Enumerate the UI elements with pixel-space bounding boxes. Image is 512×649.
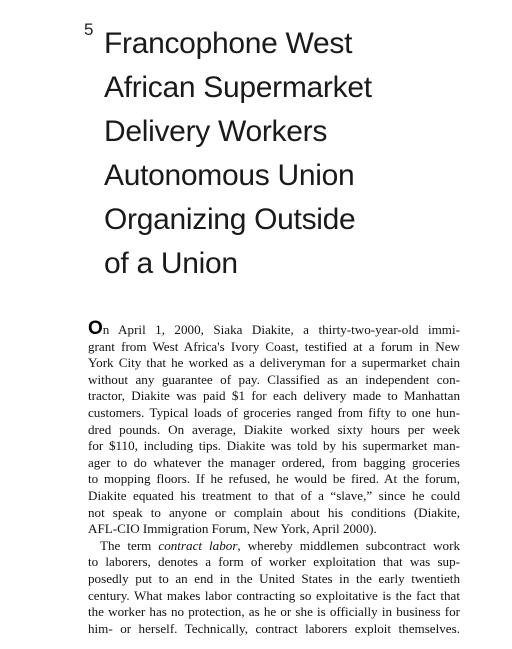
text-line: dred pounds. On average, Diakite worked sixty hours per week bbox=[88, 421, 460, 437]
emphasized-term: contract labor bbox=[158, 537, 238, 553]
text-line-end: , whereby middlemen subcontract work bbox=[237, 537, 460, 553]
text-line: tractor, Diakite was paid $1 for each delivery made to Manhattan bbox=[88, 388, 460, 404]
text-line: to mopping floors. If he refused, he would be fired. At the forum, bbox=[88, 471, 460, 487]
text-line: for $110, including tips. Diakite was told by his supermarket man- bbox=[88, 438, 460, 454]
text-line bbox=[88, 538, 460, 555]
chapter-number: 5 bbox=[84, 20, 94, 39]
text-line: grant from West Africa's Ivory Coast, testified at a forum in New bbox=[88, 338, 460, 354]
text-line bbox=[88, 318, 460, 339]
title-line: African Supermarket bbox=[104, 71, 372, 104]
text-line: Diakite equated his treatment to that of a “slave,” since he could bbox=[88, 487, 460, 503]
text-line: not speak to anyone or complain about his conditions (Diakite, bbox=[88, 504, 460, 520]
text-line: AFL-CIO Immigration Forum, New York, April 2000). bbox=[88, 521, 377, 537]
body-text bbox=[88, 318, 460, 637]
text-line: him- or herself. Technically, contract laborers exploit themselves. bbox=[88, 620, 460, 636]
text-line: without any guarantee of pay. Classified as an independent con- bbox=[88, 371, 460, 387]
title-line: Autonomous Union bbox=[104, 159, 355, 192]
text-line: ager to do whatever the manager ordered, from bagging groceries bbox=[88, 454, 460, 470]
text-line: to laborers, denotes a form of worker exploitation that was sup- bbox=[88, 554, 460, 570]
title-line: of a Union bbox=[104, 247, 238, 280]
paragraph-1 bbox=[88, 318, 460, 538]
text-line-rest: n April 1, 2000, Siaka Diakite, a thirty-two-year-old immi- bbox=[102, 322, 460, 337]
chapter-title bbox=[104, 22, 424, 286]
text-line: York City that he worked as a deliveryman for a supermarket chain bbox=[88, 355, 460, 371]
paragraph-2 bbox=[88, 538, 460, 638]
title-line: Organizing Outside bbox=[104, 203, 356, 236]
text-line-start: The term bbox=[100, 537, 159, 553]
text-line: century. What makes labor contracting so exploitative is the fact that bbox=[88, 587, 460, 603]
title-line: Delivery Workers bbox=[104, 115, 328, 148]
title-line: Francophone West bbox=[104, 27, 353, 60]
drop-cap: O bbox=[88, 318, 103, 339]
text-line: posedly put to an end in the United States in the early twentieth bbox=[88, 570, 460, 586]
text-line: customers. Typical loads of groceries ranged from fifty to one hun- bbox=[88, 404, 460, 420]
text-line: the worker has no protection, as he or she is officially in business for bbox=[88, 604, 460, 620]
